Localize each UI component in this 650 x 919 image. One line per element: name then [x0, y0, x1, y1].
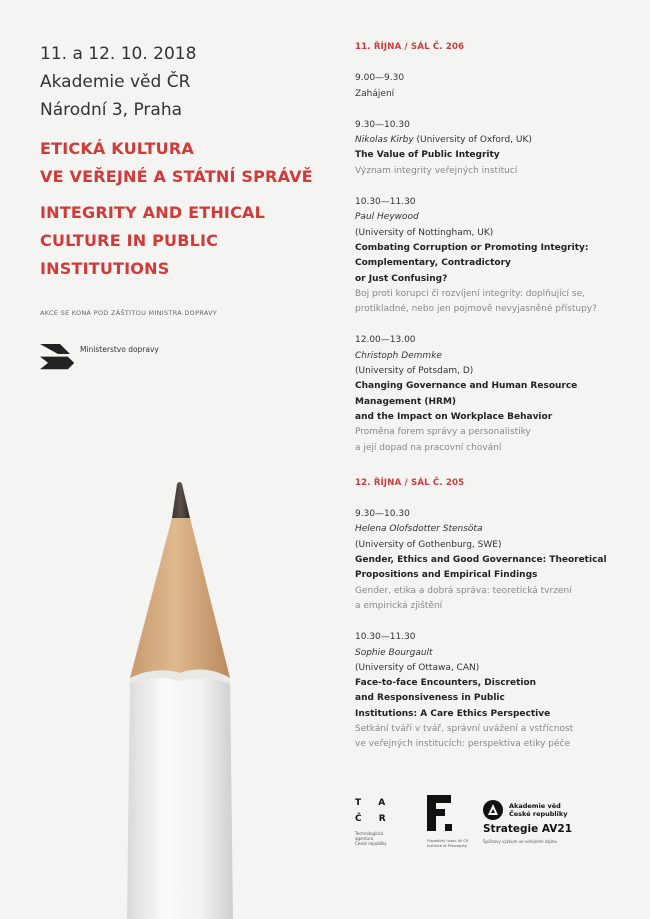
flu-text-line: Filozofický ústav AV ČR [427, 839, 469, 843]
session-czech-title: Význam integrity veřejných institucí [355, 165, 518, 176]
philosophy-institute-text [427, 839, 477, 848]
session [355, 630, 635, 752]
session-affiliation: (University of Nottingham, UK) [355, 227, 494, 238]
academy-of-sciences-logo [483, 800, 635, 844]
ministry-arrow-icon [40, 344, 74, 378]
session-czech-title: Gender, etika a dobrá správa: teoretická tvrzení [355, 585, 572, 596]
session-time: 12.00—13.00 [355, 335, 416, 346]
left-column [40, 40, 330, 378]
session-czech-title: ve veřejných institucích: perspektiva etiky péče [355, 739, 571, 750]
pencil-photo [110, 478, 250, 919]
session [355, 195, 635, 317]
session [355, 333, 635, 455]
tacr-text-line: agentura [355, 836, 374, 841]
session-time: 9.30—10.30 [355, 119, 410, 130]
session-speaker: Christoph Demmke [355, 350, 442, 361]
av-circle-icon [483, 800, 503, 820]
partner-logos [355, 795, 635, 855]
title-english-line: CULTURE IN PUBLIC [40, 231, 219, 250]
ministry-label: Ministerstvo dopravy [80, 345, 159, 354]
philosophy-institute-logo [427, 795, 477, 848]
tacr-letters-bottom: Č R [355, 814, 393, 824]
day1-header: 11. ŘÍJNA / SÁL Č. 206 [355, 42, 465, 52]
session-title: Management (HRM) [355, 396, 457, 407]
session-affiliation: (University of Ottawa, CAN) [355, 662, 480, 673]
pencil-image [110, 478, 250, 919]
f-logo-icon [427, 795, 453, 831]
session-time: 10.30—11.30 [355, 632, 416, 643]
tacr-text-line: České republiky [355, 841, 387, 846]
session-title: and the Impact on Workplace Behavior [355, 411, 553, 422]
flu-text-line: Institute of Philosophy [427, 843, 468, 848]
title-english-line: INTEGRITY AND ETHICAL [40, 203, 265, 222]
session-time: 9.30—10.30 [355, 509, 410, 520]
session-czech-title: a její dopad na pracovní chování [355, 442, 502, 453]
tacr-letters-top: T A [355, 798, 393, 808]
session-speaker: Helena Olofsdotter Stensöta [355, 524, 483, 535]
title-english-line: INSTITUTIONS [40, 259, 170, 278]
session-title: Changing Governance and Human Resource [355, 381, 578, 392]
session [355, 118, 635, 179]
session-affiliation: (University of Gothenburg, SWE) [355, 539, 502, 550]
title-czech-line: ETICKÁ KULTURA [40, 139, 194, 158]
tacr-text-line: Technologická [355, 831, 384, 836]
patronage-note: AKCE SE KONÁ POD ZÁŠTITOU MINISTRA DOPRAVY [40, 309, 218, 317]
session-affiliation: (University of Oxford, UK) [413, 135, 532, 146]
event-address: Národní 3, Praha [40, 100, 183, 120]
day2-header: 12. ŘÍJNA / SÁL Č. 205 [355, 477, 465, 488]
session-czech-title: Setkání tváří v tvář, správní uvážení a vstřícnost [355, 723, 574, 734]
session-czech-title: Proměna forem správy a personalistiky [355, 427, 531, 438]
session-title: Gender, Ethics and Good Governance: Theoretical [355, 555, 607, 566]
session-czech-title: Boj proti korupci či rozvíjení integrity: doplňující se, [355, 288, 585, 299]
av-subtitle: Špičkový výzkum ve veřejném zájmu [483, 839, 558, 844]
session-speaker-line [355, 133, 635, 148]
program-column [355, 40, 635, 753]
session-time: 10.30—11.30 [355, 197, 416, 208]
av-name-line: České republiky [509, 810, 568, 818]
session-title: Complementary, Contradictory [355, 258, 511, 269]
ministry-logo [40, 344, 330, 378]
av-name-line: Akademie věd [509, 802, 561, 810]
session-title: The Value of Public Integrity [355, 150, 500, 161]
session-speaker: Paul Heywood [355, 212, 419, 223]
tacr-text [355, 831, 415, 846]
session-speaker: Nikolas Kirby [355, 135, 414, 146]
session-title: Institutions: A Care Ethics Perspective [355, 708, 551, 719]
tacr-logo [355, 795, 415, 846]
title-english [40, 199, 330, 283]
session-title: and Responsiveness in Public [355, 693, 505, 704]
session-czech-title: a empirická zjištění [355, 600, 443, 611]
session-title: or Just Confusing? [355, 273, 448, 284]
av-name [509, 802, 567, 818]
session-czech-title: protikladné, nebo jen pojmově nevyjasněné přístupy? [355, 304, 597, 315]
av-strategy: Strategie AV21 [483, 823, 573, 835]
session-title: Propositions and Empirical Findings [355, 570, 538, 581]
session [355, 71, 635, 102]
title-czech-line: VE VEŘEJNÉ A STÁTNÍ SPRÁVĚ [40, 167, 313, 186]
session-affiliation: (University of Potsdam, D) [355, 366, 474, 377]
session-time: 9.00—9.30 [355, 73, 405, 84]
session-title: Zahájení [355, 88, 395, 99]
title-czech [40, 135, 330, 191]
session-title: Face-to-face Encounters, Discretion [355, 678, 537, 689]
event-date: 11. a 12. 10. 2018 [40, 44, 197, 64]
event-venue: Akademie věd ČR [40, 72, 191, 92]
session-title: Combating Corruption or Promoting Integrity: [355, 242, 589, 253]
session [355, 507, 635, 614]
session-speaker: Sophie Bourgault [355, 647, 433, 658]
